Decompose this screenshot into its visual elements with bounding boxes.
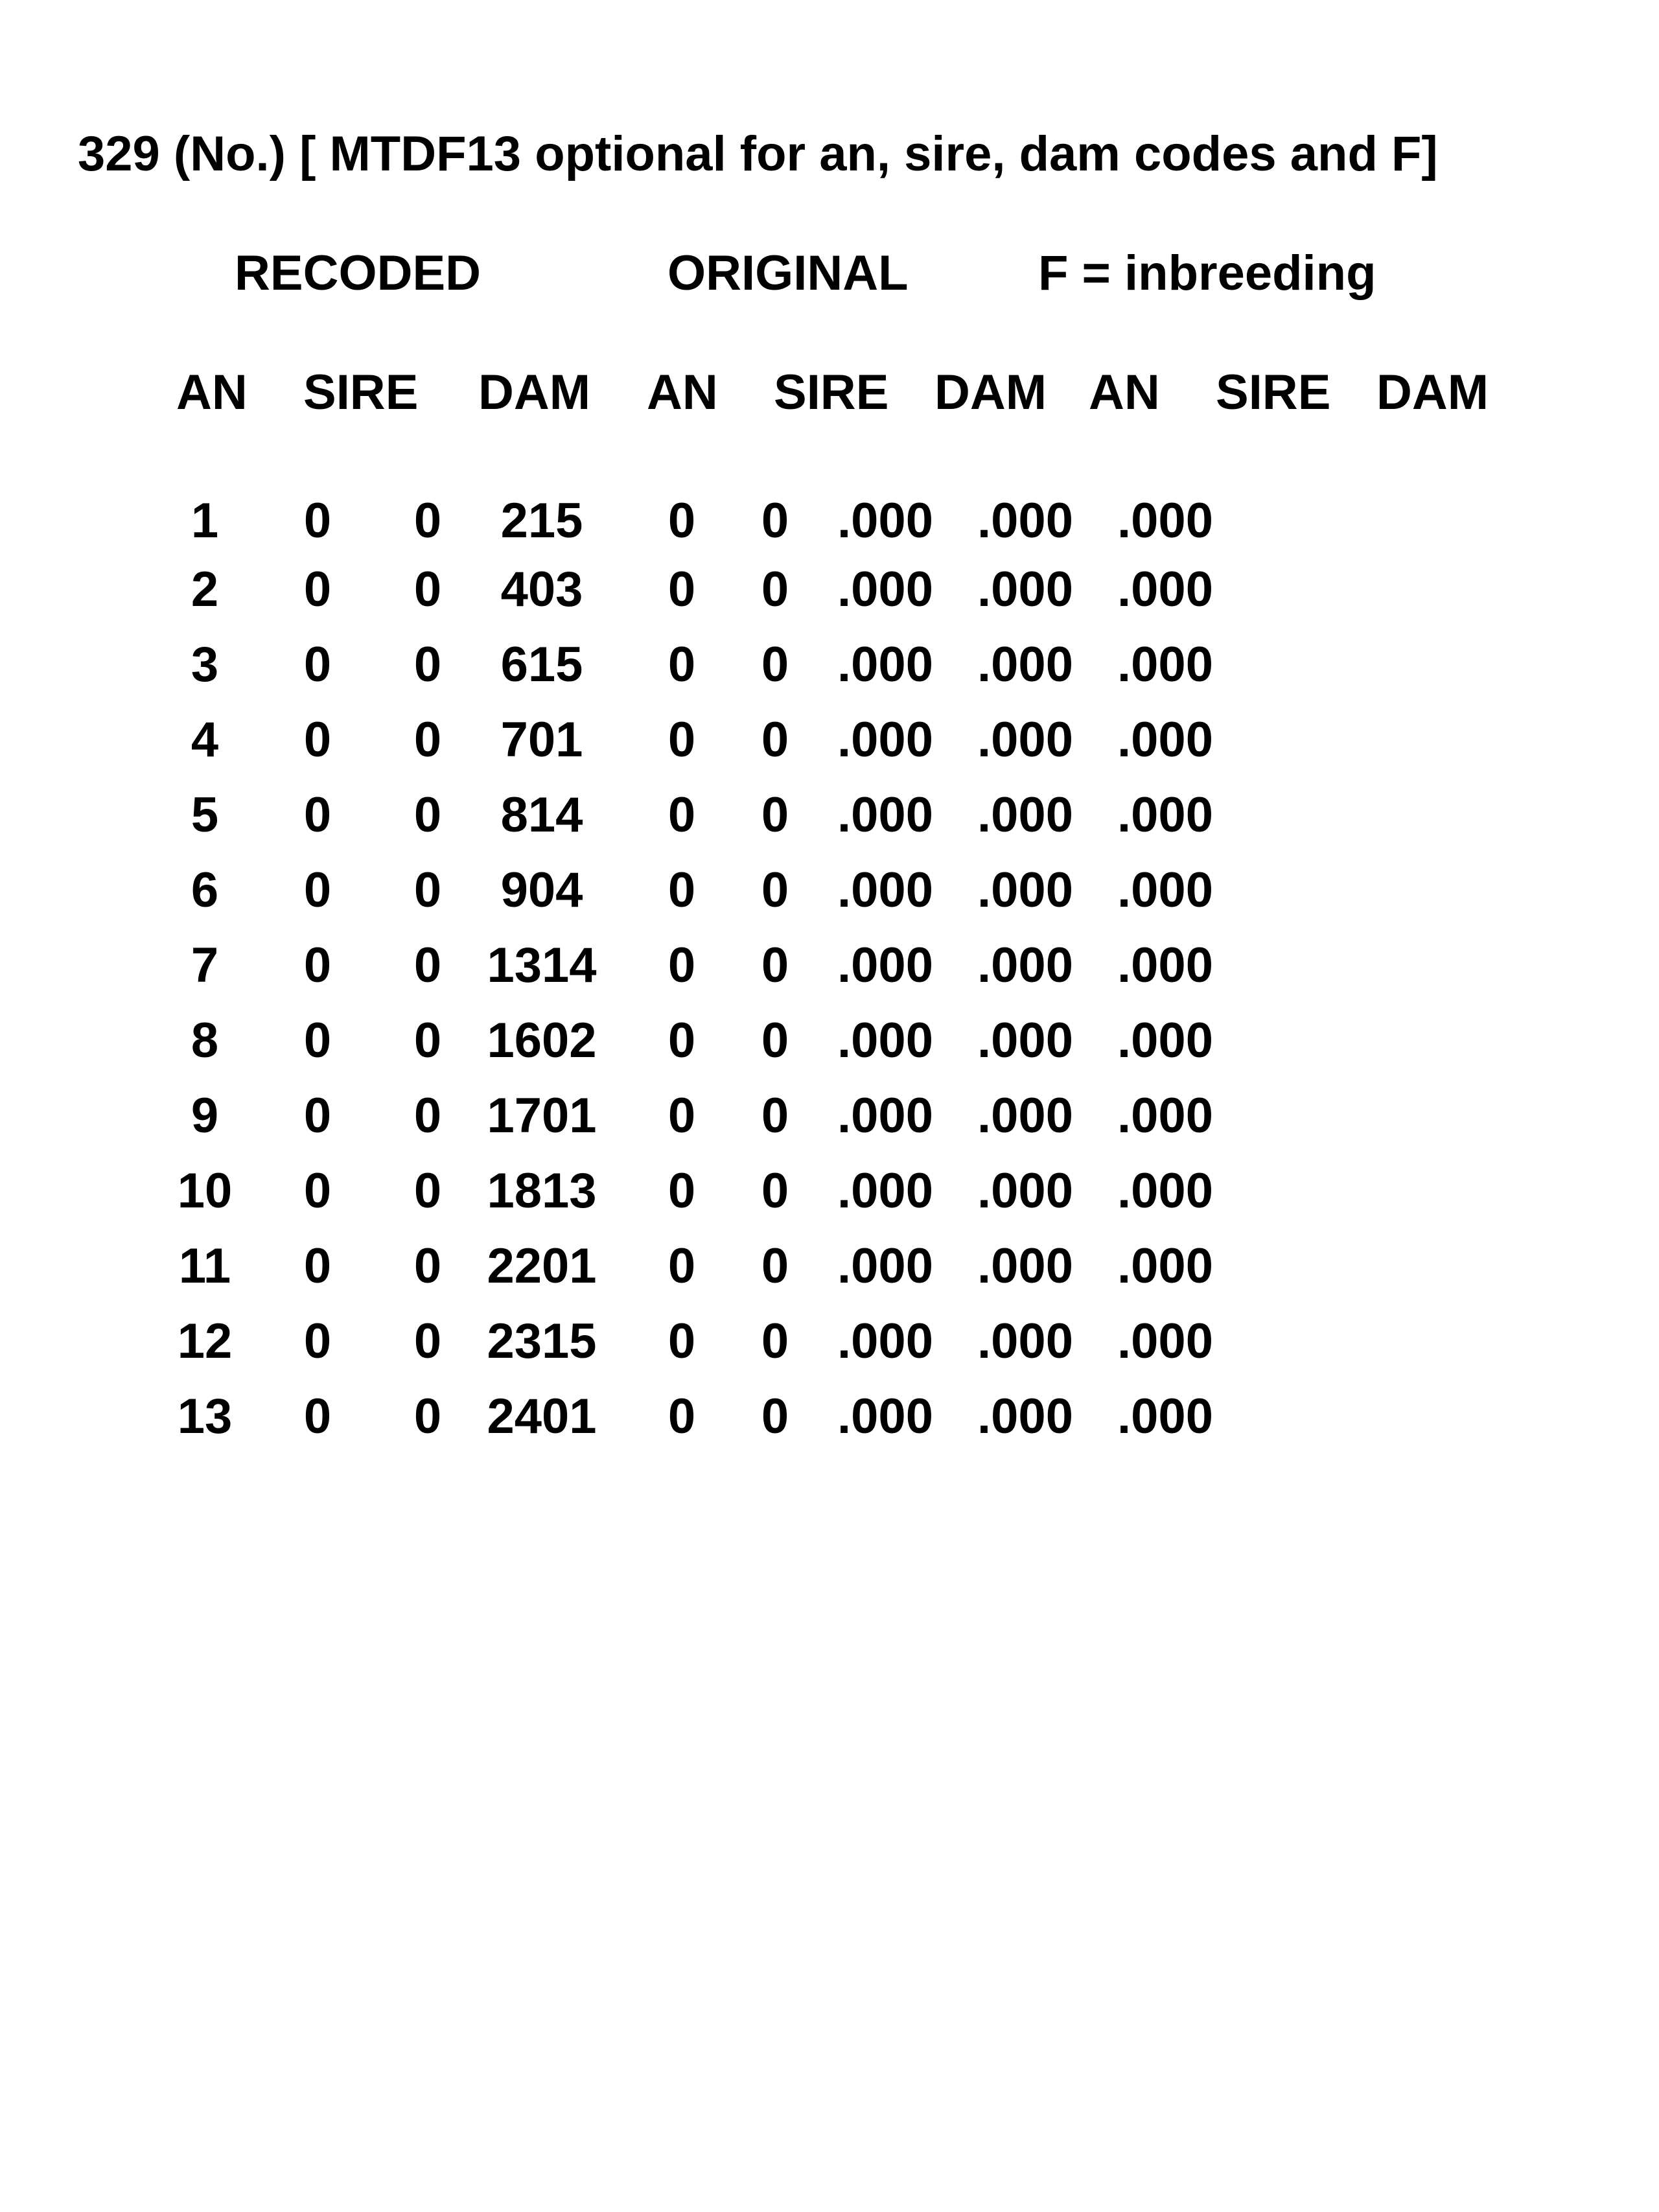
table-cell-f-extra: .000 [1117, 493, 1213, 548]
column-header-original-sire: SIRE [774, 365, 889, 420]
table-cell-f-extra: .000 [1117, 1013, 1213, 1068]
table-cell-orig-sire: 0 [667, 1163, 696, 1218]
table-cell-f-extra: .000 [1117, 1088, 1213, 1143]
table-cell-f-extra: .000 [1117, 938, 1213, 993]
table-cell-orig-an: 1813 [487, 1163, 597, 1218]
table-cell-f-extra: .000 [1117, 1389, 1213, 1444]
table-cell-f-an: 0 [761, 637, 789, 692]
table-cell-orig-an: 701 [500, 712, 583, 767]
table-cell-f-dam: .000 [977, 787, 1073, 843]
table-cell-dam: 0 [413, 1163, 442, 1218]
table-cell-orig-sire: 0 [667, 863, 696, 918]
table-cell-f-sire: .000 [837, 493, 933, 548]
table-cell-sire: 0 [303, 787, 332, 843]
table-cell-f-an: 0 [761, 562, 789, 617]
table-cell-f-an: 0 [761, 1314, 789, 1369]
table-cell-sire: 0 [303, 1088, 332, 1143]
table-cell-f-an: 0 [761, 787, 789, 843]
table-cell-f-dam: .000 [977, 1088, 1073, 1143]
table-cell-orig-sire: 0 [667, 1088, 696, 1143]
table-cell-f-an: 0 [761, 493, 789, 548]
table-cell-f-an: 0 [761, 938, 789, 993]
group-heading-original: ORIGINAL [667, 246, 909, 301]
table-cell-an: 9 [191, 1088, 219, 1143]
table-cell-f-dam: .000 [977, 1314, 1073, 1369]
table-cell-an: 1 [191, 493, 219, 548]
table-cell-dam: 0 [413, 1314, 442, 1369]
table-cell-f-an: 0 [761, 1088, 789, 1143]
group-heading-recoded: RECODED [235, 246, 481, 301]
table-cell-orig-an: 403 [500, 562, 583, 617]
table-cell-sire: 0 [303, 637, 332, 692]
table-cell-f-an: 0 [761, 863, 789, 918]
table-cell-f-dam: .000 [977, 712, 1073, 767]
table-cell-dam: 0 [413, 712, 442, 767]
column-header-f-sire: SIRE [1216, 365, 1331, 420]
table-cell-f-dam: .000 [977, 1013, 1073, 1068]
table-cell-an: 12 [177, 1314, 233, 1369]
table-cell-f-extra: .000 [1117, 787, 1213, 843]
table-cell-dam: 0 [413, 863, 442, 918]
group-heading-inbreeding: F = inbreeding [1038, 246, 1376, 301]
table-cell-orig-sire: 0 [667, 1013, 696, 1068]
table-cell-f-dam: .000 [977, 1239, 1073, 1294]
table-cell-orig-an: 814 [500, 787, 583, 843]
column-header-f-an: AN [1089, 365, 1160, 420]
table-cell-orig-an: 215 [500, 493, 583, 548]
table-cell-f-sire: .000 [837, 1013, 933, 1068]
table-cell-sire: 0 [303, 1239, 332, 1294]
table-cell-orig-an: 904 [500, 863, 583, 918]
column-header-recoded-dam: DAM [478, 365, 591, 420]
table-cell-f-an: 0 [761, 712, 789, 767]
table-cell-an: 8 [191, 1013, 219, 1068]
table-cell-an: 7 [191, 938, 219, 993]
column-header-original-dam: DAM [934, 365, 1047, 420]
table-cell-orig-sire: 0 [667, 1389, 696, 1444]
table-cell-f-sire: .000 [837, 712, 933, 767]
table-cell-orig-sire: 0 [667, 562, 696, 617]
table-cell-f-sire: .000 [837, 637, 933, 692]
table-cell-f-dam: .000 [977, 1163, 1073, 1218]
table-cell-f-dam: .000 [977, 493, 1073, 548]
table-cell-sire: 0 [303, 938, 332, 993]
table-cell-dam: 0 [413, 1088, 442, 1143]
table-cell-dam: 0 [413, 787, 442, 843]
table-cell-f-sire: .000 [837, 562, 933, 617]
table-cell-orig-sire: 0 [667, 1239, 696, 1294]
table-cell-orig-sire: 0 [667, 787, 696, 843]
table-cell-f-sire: .000 [837, 787, 933, 843]
table-cell-an: 5 [191, 787, 219, 843]
table-cell-f-an: 0 [761, 1013, 789, 1068]
table-cell-an: 10 [177, 1163, 233, 1218]
table-cell-f-sire: .000 [837, 938, 933, 993]
table-cell-f-extra: .000 [1117, 1314, 1213, 1369]
table-cell-f-an: 0 [761, 1239, 789, 1294]
column-header-recoded-sire: SIRE [303, 365, 419, 420]
table-cell-sire: 0 [303, 562, 332, 617]
table-cell-f-extra: .000 [1117, 1239, 1213, 1294]
table-cell-f-extra: .000 [1117, 637, 1213, 692]
table-cell-sire: 0 [303, 712, 332, 767]
table-cell-dam: 0 [413, 1239, 442, 1294]
table-cell-sire: 0 [303, 493, 332, 548]
table-cell-orig-an: 1314 [487, 938, 597, 993]
table-cell-an: 2 [191, 562, 219, 617]
table-cell-dam: 0 [413, 493, 442, 548]
table-cell-f-extra: .000 [1117, 562, 1213, 617]
page-title: 329 (No.) [ MTDF13 optional for an, sire, dam codes and F] [78, 126, 1438, 181]
table-cell-an: 4 [191, 712, 219, 767]
table-cell-orig-sire: 0 [667, 637, 696, 692]
column-header-original-an: AN [647, 365, 718, 420]
column-header-f-dam: DAM [1376, 365, 1489, 420]
table-cell-f-sire: .000 [837, 1389, 933, 1444]
table-cell-f-dam: .000 [977, 938, 1073, 993]
table-cell-f-dam: .000 [977, 637, 1073, 692]
table-cell-dam: 0 [413, 938, 442, 993]
table-cell-f-extra: .000 [1117, 712, 1213, 767]
table-cell-sire: 0 [303, 1163, 332, 1218]
table-cell-orig-an: 2201 [487, 1239, 597, 1294]
table-cell-orig-sire: 0 [667, 493, 696, 548]
table-cell-an: 3 [191, 637, 219, 692]
table-cell-f-dam: .000 [977, 863, 1073, 918]
table-cell-dam: 0 [413, 562, 442, 617]
column-header-recoded-an: AN [176, 365, 248, 420]
table-cell-f-extra: .000 [1117, 1163, 1213, 1218]
table-cell-sire: 0 [303, 1013, 332, 1068]
table-cell-dam: 0 [413, 1389, 442, 1444]
table-cell-orig-an: 1602 [487, 1013, 597, 1068]
table-cell-sire: 0 [303, 863, 332, 918]
table-cell-f-sire: .000 [837, 1088, 933, 1143]
table-cell-orig-an: 2401 [487, 1389, 597, 1444]
table-cell-orig-an: 2315 [487, 1314, 597, 1369]
table-cell-an: 6 [191, 863, 219, 918]
table-cell-f-sire: .000 [837, 1239, 933, 1294]
table-cell-orig-an: 1701 [487, 1088, 597, 1143]
table-cell-orig-sire: 0 [667, 938, 696, 993]
table-cell-orig-sire: 0 [667, 1314, 696, 1369]
table-cell-dam: 0 [413, 1013, 442, 1068]
table-cell-dam: 0 [413, 637, 442, 692]
table-cell-f-dam: .000 [977, 562, 1073, 617]
table-cell-sire: 0 [303, 1389, 332, 1444]
table-cell-f-dam: .000 [977, 1389, 1073, 1444]
table-cell-f-sire: .000 [837, 863, 933, 918]
table-cell-f-sire: .000 [837, 1314, 933, 1369]
table-cell-f-an: 0 [761, 1163, 789, 1218]
table-cell-orig-sire: 0 [667, 712, 696, 767]
table-cell-f-an: 0 [761, 1389, 789, 1444]
table-cell-f-extra: .000 [1117, 863, 1213, 918]
table-cell-sire: 0 [303, 1314, 332, 1369]
table-cell-orig-an: 615 [500, 637, 583, 692]
table-cell-an: 13 [177, 1389, 233, 1444]
table-cell-f-sire: .000 [837, 1163, 933, 1218]
table-cell-an: 11 [178, 1239, 231, 1294]
